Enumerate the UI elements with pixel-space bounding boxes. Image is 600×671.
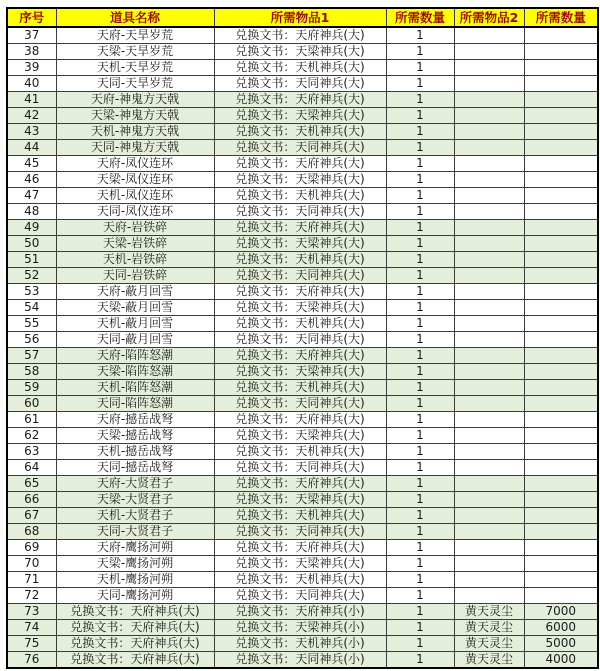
table-row	[7, 332, 598, 348]
cell-item-name[interactable]: 天府-撼岳战弩	[56, 412, 214, 428]
cell-index[interactable]: 54	[7, 300, 56, 316]
cell-item-name[interactable]: 天梁-大贤君子	[56, 492, 214, 508]
cell-required-item-2[interactable]	[454, 220, 524, 236]
cell-required-item-1[interactable]: 兑换文书：天机神兵(大)	[214, 252, 386, 268]
table-row	[7, 124, 598, 140]
cell-item-name[interactable]: 天机-凤仪连环	[56, 188, 214, 204]
cell-required-qty-2[interactable]	[524, 428, 598, 444]
cell-item-name[interactable]: 天梁-凤仪连环	[56, 172, 214, 188]
cell-required-item-1[interactable]: 兑换文书：天梁神兵(大)	[214, 236, 386, 252]
cell-item-name[interactable]: 天府-鹰扬河朔	[56, 540, 214, 556]
cell-index[interactable]: 70	[7, 556, 56, 572]
cell-required-item-2[interactable]	[454, 364, 524, 380]
cell-required-qty-1[interactable]: 1	[386, 27, 454, 44]
cell-required-qty-1[interactable]: 1	[386, 604, 454, 620]
cell-required-qty-2[interactable]	[524, 300, 598, 316]
cell-required-qty-2[interactable]	[524, 27, 598, 44]
cell-required-qty-2[interactable]	[524, 524, 598, 540]
cell-index[interactable]: 51	[7, 252, 56, 268]
cell-required-qty-1[interactable]: 1	[386, 124, 454, 140]
cell-item-name[interactable]: 天府-天旱岁荒	[56, 27, 214, 44]
cell-item-name[interactable]: 兑换文书：天府神兵(大)	[56, 636, 214, 652]
cell-required-qty-1[interactable]: 1	[386, 300, 454, 316]
cell-required-item-1[interactable]: 兑换文书：天梁神兵(大)	[214, 44, 386, 60]
cell-item-name[interactable]: 天梁-鹰扬河朔	[56, 556, 214, 572]
table-row	[7, 348, 598, 364]
cell-required-item-1[interactable]: 兑换文书：天同神兵(大)	[214, 396, 386, 412]
cell-required-qty-2[interactable]	[524, 284, 598, 300]
cell-item-name[interactable]: 天府-蔽月回雪	[56, 284, 214, 300]
cell-required-qty-2[interactable]: 4000	[524, 652, 598, 669]
cell-required-qty-2[interactable]	[524, 556, 598, 572]
cell-required-item-1[interactable]: 兑换文书：天机神兵(大)	[214, 508, 386, 524]
cell-required-qty-2[interactable]	[524, 220, 598, 236]
cell-required-item-2[interactable]	[454, 476, 524, 492]
cell-item-name[interactable]: 天机-撼岳战弩	[56, 444, 214, 460]
table-row	[7, 588, 598, 604]
table-row	[7, 396, 598, 412]
cell-required-qty-1[interactable]: 1	[386, 524, 454, 540]
cell-required-item-2[interactable]	[454, 76, 524, 92]
cell-index[interactable]: 71	[7, 572, 56, 588]
cell-required-qty-2[interactable]	[524, 364, 598, 380]
cell-required-qty-1[interactable]: 1	[386, 492, 454, 508]
cell-index[interactable]: 48	[7, 204, 56, 220]
table-row	[7, 204, 598, 220]
cell-required-qty-1[interactable]: 1	[386, 364, 454, 380]
cell-required-qty-1[interactable]: 1	[386, 460, 454, 476]
cell-required-qty-2[interactable]	[524, 76, 598, 92]
cell-required-item-2[interactable]	[454, 44, 524, 60]
cell-required-qty-2[interactable]	[524, 92, 598, 108]
cell-item-name[interactable]: 天机-大贤君子	[56, 508, 214, 524]
cell-required-item-1[interactable]: 兑换文书：天府神兵(大)	[214, 156, 386, 172]
table-body	[7, 27, 598, 668]
cell-item-name[interactable]: 天府-神鬼方天戟	[56, 92, 214, 108]
table-row	[7, 44, 598, 60]
cell-required-item-2[interactable]	[454, 460, 524, 476]
table-row	[7, 428, 598, 444]
cell-required-item-2[interactable]	[454, 140, 524, 156]
header-index[interactable]: 序号	[7, 8, 56, 27]
cell-index[interactable]: 47	[7, 188, 56, 204]
cell-item-name[interactable]: 天府-大贤君子	[56, 476, 214, 492]
cell-item-name[interactable]: 天梁-天旱岁荒	[56, 44, 214, 60]
cell-index[interactable]: 38	[7, 44, 56, 60]
table-row	[7, 236, 598, 252]
table-row	[7, 604, 598, 620]
cell-required-item-1[interactable]: 兑换文书：天梁神兵(大)	[214, 364, 386, 380]
table-row	[7, 252, 598, 268]
cell-item-name[interactable]: 天府-陷阵怒潮	[56, 348, 214, 364]
cell-required-item-2[interactable]	[454, 492, 524, 508]
cell-item-name[interactable]: 天同-鹰扬河朔	[56, 588, 214, 604]
cell-index[interactable]: 49	[7, 220, 56, 236]
cell-item-name[interactable]: 天同-陷阵怒潮	[56, 396, 214, 412]
cell-required-qty-1[interactable]: 1	[386, 284, 454, 300]
table-row	[7, 620, 598, 636]
cell-required-item-1[interactable]: 兑换文书：天梁神兵(小)	[214, 620, 386, 636]
cell-index[interactable]: 40	[7, 76, 56, 92]
cell-required-qty-2[interactable]: 6000	[524, 620, 598, 636]
cell-required-item-1[interactable]: 兑换文书：天机神兵(大)	[214, 380, 386, 396]
cell-required-qty-2[interactable]	[524, 188, 598, 204]
cell-required-qty-1[interactable]: 1	[386, 92, 454, 108]
cell-index[interactable]: 60	[7, 396, 56, 412]
cell-index[interactable]: 74	[7, 620, 56, 636]
cell-required-item-1[interactable]: 兑换文书：天府神兵(大)	[214, 92, 386, 108]
cell-required-item-2[interactable]	[454, 524, 524, 540]
cell-index[interactable]: 57	[7, 348, 56, 364]
cell-required-qty-2[interactable]	[524, 396, 598, 412]
cell-item-name[interactable]: 天同-凤仪连环	[56, 204, 214, 220]
table-row	[7, 508, 598, 524]
spreadsheet-region	[6, 7, 599, 669]
cell-index[interactable]: 50	[7, 236, 56, 252]
cell-required-item-1[interactable]: 兑换文书：天机神兵(大)	[214, 124, 386, 140]
cell-item-name[interactable]: 天机-鹰扬河朔	[56, 572, 214, 588]
table-row	[7, 412, 598, 428]
cell-required-item-2[interactable]	[454, 172, 524, 188]
cell-required-item-2[interactable]: 黄天灵尘	[454, 636, 524, 652]
cell-item-name[interactable]: 天府-凤仪连环	[56, 156, 214, 172]
cell-item-name[interactable]: 天机-岩铁碎	[56, 252, 214, 268]
cell-required-qty-1[interactable]: 1	[386, 476, 454, 492]
cell-index[interactable]: 39	[7, 60, 56, 76]
cell-required-item-1[interactable]: 兑换文书：天机神兵(大)	[214, 60, 386, 76]
cell-item-name[interactable]: 兑换文书：天府神兵(大)	[56, 620, 214, 636]
table-row	[7, 460, 598, 476]
cell-required-item-1[interactable]: 兑换文书：天机神兵(大)	[214, 188, 386, 204]
table-row	[7, 300, 598, 316]
cell-required-item-1[interactable]: 兑换文书：天同神兵(大)	[214, 268, 386, 284]
cell-index[interactable]: 56	[7, 332, 56, 348]
cell-required-item-2[interactable]: 黄天灵尘	[454, 620, 524, 636]
cell-required-item-2[interactable]	[454, 284, 524, 300]
cell-required-qty-1[interactable]: 1	[386, 156, 454, 172]
cell-index[interactable]: 46	[7, 172, 56, 188]
table-row	[7, 556, 598, 572]
cell-required-item-1[interactable]: 兑换文书：天梁神兵(大)	[214, 108, 386, 124]
cell-required-qty-2[interactable]	[524, 252, 598, 268]
table-row	[7, 60, 598, 76]
cell-item-name[interactable]: 天同-撼岳战弩	[56, 460, 214, 476]
cell-index[interactable]: 66	[7, 492, 56, 508]
cell-required-qty-1[interactable]: 1	[386, 316, 454, 332]
cell-index[interactable]: 72	[7, 588, 56, 604]
cell-required-qty-2[interactable]	[524, 124, 598, 140]
cell-required-qty-1[interactable]: 1	[386, 348, 454, 364]
cell-index[interactable]: 55	[7, 316, 56, 332]
cell-required-qty-2[interactable]	[524, 204, 598, 220]
table-row	[7, 92, 598, 108]
cell-required-qty-1[interactable]: 1	[386, 332, 454, 348]
cell-index[interactable]: 52	[7, 268, 56, 284]
cell-index[interactable]: 41	[7, 92, 56, 108]
cell-index[interactable]: 45	[7, 156, 56, 172]
cell-required-item-1[interactable]: 兑换文书：天梁神兵(大)	[214, 300, 386, 316]
table-row	[7, 636, 598, 652]
cell-required-item-2[interactable]	[454, 428, 524, 444]
table-row	[7, 172, 598, 188]
cell-item-name[interactable]: 天梁-撼岳战弩	[56, 428, 214, 444]
cell-required-item-2[interactable]	[454, 412, 524, 428]
cell-required-qty-1[interactable]: 1	[386, 556, 454, 572]
cell-item-name[interactable]: 天机-蔽月回雪	[56, 316, 214, 332]
cell-index[interactable]: 58	[7, 364, 56, 380]
cell-required-qty-1[interactable]: 1	[386, 220, 454, 236]
cell-required-qty-2[interactable]	[524, 588, 598, 604]
cell-required-item-2[interactable]	[454, 156, 524, 172]
cell-index[interactable]: 68	[7, 524, 56, 540]
header-item-name[interactable]: 道具名称	[56, 8, 214, 27]
cell-required-qty-2[interactable]	[524, 348, 598, 364]
cell-required-item-2[interactable]	[454, 316, 524, 332]
table-row	[7, 540, 598, 556]
table-row	[7, 188, 598, 204]
cell-required-item-1[interactable]: 兑换文书：天府神兵(大)	[214, 412, 386, 428]
cell-required-qty-1[interactable]: 1	[386, 44, 454, 60]
cell-required-qty-1[interactable]: 1	[386, 108, 454, 124]
cell-item-name[interactable]: 天同-神鬼方天戟	[56, 140, 214, 156]
cell-required-qty-2[interactable]	[524, 412, 598, 428]
cell-required-qty-1[interactable]: 1	[386, 540, 454, 556]
table-row	[7, 572, 598, 588]
cell-required-qty-1[interactable]: 1	[386, 380, 454, 396]
cell-required-item-1[interactable]: 兑换文书：天梁神兵(大)	[214, 428, 386, 444]
cell-required-qty-1[interactable]: 1	[386, 636, 454, 652]
cell-required-qty-1[interactable]: 1	[386, 140, 454, 156]
cell-item-name[interactable]: 天同-蔽月回雪	[56, 332, 214, 348]
cell-index[interactable]: 64	[7, 460, 56, 476]
table-row	[7, 492, 598, 508]
cell-required-item-2[interactable]	[454, 380, 524, 396]
cell-required-qty-2[interactable]	[524, 60, 598, 76]
cell-required-item-2[interactable]	[454, 188, 524, 204]
cell-required-qty-2[interactable]	[524, 332, 598, 348]
cell-required-qty-1[interactable]: 1	[386, 172, 454, 188]
cell-required-item-2[interactable]	[454, 332, 524, 348]
cell-required-item-1[interactable]: 兑换文书：天府神兵(大)	[214, 220, 386, 236]
cell-required-qty-1[interactable]: 1	[386, 204, 454, 220]
cell-required-item-1[interactable]: 兑换文书：天府神兵(大)	[214, 284, 386, 300]
table-row	[7, 76, 598, 92]
table-row	[7, 268, 598, 284]
cell-item-name[interactable]: 天府-岩铁碎	[56, 220, 214, 236]
cell-index[interactable]: 59	[7, 380, 56, 396]
cell-index[interactable]: 76	[7, 652, 56, 669]
cell-item-name[interactable]: 兑换文书：天府神兵(大)	[56, 604, 214, 620]
cell-required-qty-2[interactable]	[524, 172, 598, 188]
cell-item-name[interactable]: 天同-大贤君子	[56, 524, 214, 540]
cell-required-item-1[interactable]: 兑换文书：天同神兵(大)	[214, 588, 386, 604]
cell-index[interactable]: 44	[7, 140, 56, 156]
cell-required-qty-1[interactable]: 1	[386, 508, 454, 524]
cell-required-qty-2[interactable]	[524, 268, 598, 284]
table-row	[7, 652, 598, 669]
table-row	[7, 284, 598, 300]
header-required-item-1[interactable]: 所需物品1	[214, 8, 386, 27]
cell-required-qty-2[interactable]	[524, 140, 598, 156]
cell-required-item-1[interactable]: 兑换文书：天同神兵(大)	[214, 140, 386, 156]
cell-required-qty-1[interactable]: 1	[386, 76, 454, 92]
cell-required-qty-1[interactable]: 1	[386, 268, 454, 284]
cell-required-item-2[interactable]	[454, 348, 524, 364]
cell-required-item-2[interactable]	[454, 268, 524, 284]
cell-required-item-2[interactable]	[454, 60, 524, 76]
table-row	[7, 156, 598, 172]
cell-required-item-1[interactable]: 兑换文书：天机神兵(大)	[214, 316, 386, 332]
cell-item-name[interactable]: 天梁-岩铁碎	[56, 236, 214, 252]
cell-required-qty-2[interactable]	[524, 444, 598, 460]
cell-required-item-2[interactable]	[454, 252, 524, 268]
cell-required-item-2[interactable]	[454, 204, 524, 220]
cell-required-qty-2[interactable]	[524, 460, 598, 476]
cell-required-item-2[interactable]: 黄天灵尘	[454, 652, 524, 669]
cell-required-qty-2[interactable]: 7000	[524, 604, 598, 620]
cell-required-qty-2[interactable]	[524, 508, 598, 524]
cell-required-qty-1[interactable]: 1	[386, 412, 454, 428]
cell-item-name[interactable]: 天同-岩铁碎	[56, 268, 214, 284]
cell-index[interactable]: 65	[7, 476, 56, 492]
cell-required-item-1[interactable]: 兑换文书：天府神兵(大)	[214, 27, 386, 44]
cell-required-item-1[interactable]: 兑换文书：天同神兵(大)	[214, 460, 386, 476]
cell-required-item-1[interactable]: 兑换文书：天机神兵(大)	[214, 572, 386, 588]
cell-item-name[interactable]: 天机-天旱岁荒	[56, 60, 214, 76]
cell-required-item-1[interactable]: 兑换文书：天同神兵(大)	[214, 524, 386, 540]
table-row	[7, 108, 598, 124]
header-row	[7, 8, 598, 27]
cell-required-item-2[interactable]	[454, 124, 524, 140]
cell-item-name[interactable]: 天梁-陷阵怒潮	[56, 364, 214, 380]
cell-required-item-1[interactable]: 兑换文书：天同神兵(大)	[214, 204, 386, 220]
cell-required-item-1[interactable]: 兑换文书：天梁神兵(大)	[214, 172, 386, 188]
cell-required-qty-2[interactable]	[524, 492, 598, 508]
cell-index[interactable]: 42	[7, 108, 56, 124]
cell-required-item-2[interactable]	[454, 508, 524, 524]
cell-required-item-2[interactable]	[454, 300, 524, 316]
cell-index[interactable]: 62	[7, 428, 56, 444]
cell-required-item-1[interactable]: 兑换文书：天同神兵(小)	[214, 652, 386, 669]
cell-required-item-2[interactable]	[454, 556, 524, 572]
cell-required-item-1[interactable]: 兑换文书：天机神兵(小)	[214, 636, 386, 652]
table-row	[7, 476, 598, 492]
cell-required-item-1[interactable]: 兑换文书：天府神兵(大)	[214, 348, 386, 364]
cell-item-name[interactable]: 天同-天旱岁荒	[56, 76, 214, 92]
header-required-qty-1[interactable]: 所需数量	[386, 8, 454, 27]
cell-required-qty-1[interactable]: 1	[386, 396, 454, 412]
cell-index[interactable]: 61	[7, 412, 56, 428]
cell-item-name[interactable]: 天机-陷阵怒潮	[56, 380, 214, 396]
cell-required-item-1[interactable]: 兑换文书：天梁神兵(大)	[214, 492, 386, 508]
cell-required-item-1[interactable]: 兑换文书：天府神兵(大)	[214, 540, 386, 556]
cell-index[interactable]: 63	[7, 444, 56, 460]
cell-required-qty-2[interactable]	[524, 316, 598, 332]
cell-item-name[interactable]: 兑换文书：天府神兵(大)	[56, 652, 214, 669]
cell-required-qty-1[interactable]: 1	[386, 572, 454, 588]
cell-required-item-2[interactable]	[454, 92, 524, 108]
cell-required-item-2[interactable]	[454, 572, 524, 588]
cell-index[interactable]: 53	[7, 284, 56, 300]
cell-index[interactable]: 69	[7, 540, 56, 556]
table-row	[7, 524, 598, 540]
cell-required-qty-1[interactable]: 1	[386, 428, 454, 444]
cell-required-qty-1[interactable]: 1	[386, 236, 454, 252]
cell-item-name[interactable]: 天梁-神鬼方天戟	[56, 108, 214, 124]
cell-required-qty-2[interactable]	[524, 476, 598, 492]
cell-required-qty-2[interactable]: 5000	[524, 636, 598, 652]
cell-required-qty-1[interactable]: 1	[386, 620, 454, 636]
cell-item-name[interactable]: 天机-神鬼方天戟	[56, 124, 214, 140]
cell-required-qty-1[interactable]: 1	[386, 252, 454, 268]
table-row	[7, 316, 598, 332]
cell-required-item-1[interactable]: 兑换文书：天梁神兵(大)	[214, 556, 386, 572]
cell-required-item-1[interactable]: 兑换文书：天同神兵(大)	[214, 76, 386, 92]
cell-required-qty-2[interactable]	[524, 236, 598, 252]
cell-required-item-1[interactable]: 兑换文书：天府神兵(大)	[214, 476, 386, 492]
table-row	[7, 220, 598, 236]
cell-required-item-2[interactable]	[454, 27, 524, 44]
table-row	[7, 140, 598, 156]
cell-required-qty-1[interactable]: 1	[386, 652, 454, 669]
header-required-qty-2[interactable]: 所需数量	[524, 8, 598, 27]
item-exchange-table	[6, 7, 599, 669]
table-row	[7, 380, 598, 396]
table-row	[7, 27, 598, 44]
table-row	[7, 444, 598, 460]
cell-required-qty-1[interactable]: 1	[386, 444, 454, 460]
header-required-item-2[interactable]: 所需物品2	[454, 8, 524, 27]
cell-index[interactable]: 67	[7, 508, 56, 524]
cell-index[interactable]: 43	[7, 124, 56, 140]
cell-index[interactable]: 37	[7, 27, 56, 44]
cell-required-item-2[interactable]	[454, 108, 524, 124]
cell-required-qty-1[interactable]: 1	[386, 188, 454, 204]
cell-required-qty-2[interactable]	[524, 44, 598, 60]
cell-required-item-2[interactable]: 黄天灵尘	[454, 604, 524, 620]
cell-item-name[interactable]: 天梁-蔽月回雪	[56, 300, 214, 316]
cell-required-qty-1[interactable]: 1	[386, 60, 454, 76]
cell-index[interactable]: 73	[7, 604, 56, 620]
cell-required-qty-2[interactable]	[524, 540, 598, 556]
cell-required-qty-1[interactable]: 1	[386, 588, 454, 604]
cell-required-qty-2[interactable]	[524, 156, 598, 172]
cell-required-item-2[interactable]	[454, 444, 524, 460]
cell-index[interactable]: 75	[7, 636, 56, 652]
cell-required-qty-2[interactable]	[524, 572, 598, 588]
cell-required-item-1[interactable]: 兑换文书：天府神兵(小)	[214, 604, 386, 620]
cell-required-item-2[interactable]	[454, 396, 524, 412]
cell-required-item-2[interactable]	[454, 588, 524, 604]
cell-required-qty-2[interactable]	[524, 380, 598, 396]
cell-required-item-1[interactable]: 兑换文书：天机神兵(大)	[214, 444, 386, 460]
cell-required-qty-2[interactable]	[524, 108, 598, 124]
cell-required-item-2[interactable]	[454, 540, 524, 556]
cell-required-item-1[interactable]: 兑换文书：天同神兵(大)	[214, 332, 386, 348]
cell-required-item-2[interactable]	[454, 236, 524, 252]
table-row	[7, 364, 598, 380]
